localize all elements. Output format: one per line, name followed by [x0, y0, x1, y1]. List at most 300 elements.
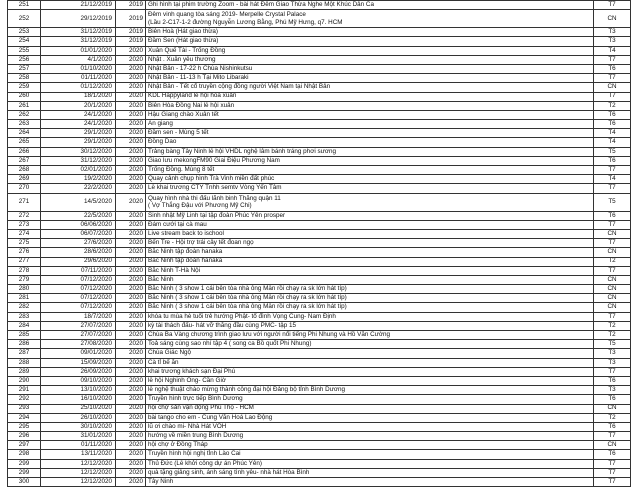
weekday-cell: T4 — [594, 46, 631, 55]
description-cell — [146, 422, 594, 431]
description-cell — [146, 432, 594, 441]
table-row — [8, 312, 631, 321]
weekday-cell: CN — [594, 275, 631, 284]
date-cell: 27/6/2020 — [41, 239, 116, 248]
table-row — [8, 211, 631, 220]
year-cell: 2020 — [116, 450, 146, 459]
description-line: Đầm sen - Mùng 5 tết — [148, 129, 209, 137]
table-row — [8, 376, 631, 385]
year-cell: 2020 — [116, 395, 146, 404]
weekday-cell: T7 — [594, 220, 631, 229]
description-line: Nhật . Xuân yêu thương — [148, 55, 216, 63]
weekday-cell: T6 — [594, 450, 631, 459]
date-cell: 22/5/2020 — [41, 211, 116, 220]
date-cell: 19/2/2020 — [41, 175, 116, 184]
date-cell: 06/06/2020 — [41, 220, 116, 229]
row-number-cell: 266 — [8, 147, 41, 156]
description-line: Live stream back to ischool — [148, 229, 224, 237]
year-cell: 2020 — [116, 156, 146, 165]
year-cell: 2020 — [116, 358, 146, 367]
table-row — [8, 184, 631, 193]
description-cell — [146, 312, 594, 321]
table-row — [8, 404, 631, 413]
description-line: Chùa Ba Vàng chương trình giao lưu với người nổi tiếng Phi Nhung và Hồ Văn Cường — [148, 330, 391, 338]
description-line: hướng về miền trung Bình Dương — [148, 432, 244, 439]
row-number-cell: 282 — [8, 303, 41, 312]
row-number-cell: 299 — [8, 459, 41, 468]
description-cell — [146, 147, 594, 156]
row-number-cell: 290 — [8, 376, 41, 385]
description-line: Bến Tre - Hội trợ trái cây tết đoan ngọ — [148, 239, 254, 247]
row-number-cell: 272 — [8, 211, 41, 220]
table-row — [8, 248, 631, 257]
table-row — [8, 386, 631, 395]
date-cell: 24/1/2020 — [41, 110, 116, 119]
description-cell — [146, 349, 594, 358]
description-cell — [146, 211, 594, 220]
year-cell: 2020 — [116, 64, 146, 73]
description-line: Cà tỉ bế ăn — [148, 358, 179, 366]
row-number-cell: 263 — [8, 120, 41, 129]
table-row — [8, 1, 631, 10]
description-cell — [146, 101, 594, 110]
date-cell: 26/09/2020 — [41, 367, 116, 376]
weekday-cell: T6 — [594, 120, 631, 129]
year-cell: 2020 — [116, 220, 146, 229]
year-cell: 2019 — [116, 1, 146, 10]
table-row — [8, 459, 631, 468]
row-number-cell: 273 — [8, 220, 41, 229]
description-cell — [146, 285, 594, 294]
description-cell — [146, 166, 594, 175]
row-number-cell: 288 — [8, 358, 41, 367]
row-number-cell: 252 — [8, 10, 41, 28]
description-line: lễ nghệ thuật chào mừng thành công đại hội Đảng bộ tỉnh Bình Dương — [148, 386, 346, 394]
description-cell — [146, 229, 594, 238]
year-cell: 2020 — [116, 441, 146, 450]
date-cell: 26/10/2020 — [41, 413, 116, 422]
description-line: Biên Hòa Đồng Nai lễ hội xuân — [148, 101, 235, 109]
table-row — [8, 147, 631, 156]
date-cell: 29/1/2020 — [41, 138, 116, 147]
description-line: Lễ khai trương CTY Tnhh semtv Vòng Yến Tâm — [148, 184, 282, 192]
weekday-cell: T6 — [594, 64, 631, 73]
weekday-cell: CN — [594, 83, 631, 92]
year-cell: 2020 — [116, 413, 146, 422]
description-line: Đồng Dao — [148, 138, 177, 146]
description-cell — [146, 331, 594, 340]
description-cell — [146, 92, 594, 101]
description-line: Bắc Ninh — [148, 275, 174, 283]
row-number-cell: 278 — [8, 266, 41, 275]
date-cell: 07/12/2020 — [41, 294, 116, 303]
date-cell: 29/12/2019 — [41, 10, 116, 28]
year-cell: 2020 — [116, 432, 146, 441]
table-row — [8, 321, 631, 330]
weekday-cell: T3 — [594, 37, 631, 46]
date-cell: 31/01/2020 — [41, 432, 116, 441]
year-cell: 2020 — [116, 74, 146, 83]
year-cell: 2020 — [116, 266, 146, 275]
description-cell — [146, 193, 594, 211]
table-row — [8, 468, 631, 477]
description-cell — [146, 294, 594, 303]
description-cell — [146, 239, 594, 248]
date-cell: 28/6/2020 — [41, 248, 116, 257]
weekday-cell: T7 — [594, 478, 631, 487]
description-cell — [146, 450, 594, 459]
row-number-cell: 261 — [8, 101, 41, 110]
year-cell: 2020 — [116, 193, 146, 211]
date-cell: 30/12/2020 — [41, 147, 116, 156]
date-cell: 12/12/2020 — [41, 478, 116, 487]
table-row — [8, 285, 631, 294]
table-row — [8, 175, 631, 184]
date-cell: 09/01/2020 — [41, 349, 116, 358]
row-number-cell: 294 — [8, 413, 41, 422]
weekday-cell: T7 — [594, 166, 631, 175]
table-row — [8, 120, 631, 129]
description-cell — [146, 83, 594, 92]
date-cell: 29/1/2020 — [41, 129, 116, 138]
description-cell — [146, 413, 594, 422]
table-row — [8, 266, 631, 275]
date-cell: 01/01/2020 — [41, 46, 116, 55]
table-row — [8, 422, 631, 431]
description-line: Truyền hình trực tiếp Bình Dương — [148, 395, 243, 403]
description-cell — [146, 395, 594, 404]
date-cell: 20/1/2020 — [41, 101, 116, 110]
table-row — [8, 92, 631, 101]
description-line: Xuân Quế Tài - Trống Đồng — [148, 46, 226, 54]
date-cell: 07/12/2020 — [41, 285, 116, 294]
table-row — [8, 37, 631, 46]
row-number-cell: 296 — [8, 432, 41, 441]
table-row — [8, 55, 631, 64]
description-cell — [146, 358, 594, 367]
weekday-cell: T5 — [594, 147, 631, 156]
date-cell: 16/10/2020 — [41, 395, 116, 404]
weekday-cell: T7 — [594, 312, 631, 321]
row-number-cell: 253 — [8, 28, 41, 37]
date-cell: 07/12/2020 — [41, 275, 116, 284]
date-cell: 01/11/2020 — [41, 74, 116, 83]
row-number-cell: 298 — [8, 450, 41, 459]
description-line: kỳ tài thách đấu- hát vỡ thắng đầu cùng PMC- tập 15 — [148, 321, 296, 329]
description-line: Đám cưới tại cà mau — [148, 220, 207, 228]
year-cell: 2020 — [116, 110, 146, 119]
year-cell: 2020 — [116, 166, 146, 175]
description-line: Nhật Bản - 17-22 h Chùa Nishinkutsu — [148, 64, 253, 72]
weekday-cell: T5 — [594, 340, 631, 349]
table-row — [8, 229, 631, 238]
weekday-cell: T4 — [594, 129, 631, 138]
description-line: Trảng bàng Tây Ninh lễ hội VHDL nghệ lâm bánh tráng phơi sương — [148, 147, 336, 155]
weekday-cell: T2 — [594, 321, 631, 330]
description-cell — [146, 74, 594, 83]
year-cell: 2020 — [116, 101, 146, 110]
description-cell — [146, 478, 594, 487]
table-row — [8, 101, 631, 110]
weekday-cell: T6 — [594, 156, 631, 165]
year-cell: 2020 — [116, 257, 146, 266]
description-cell — [146, 321, 594, 330]
table-row — [8, 257, 631, 266]
date-cell: 12/12/2020 — [41, 459, 116, 468]
description-line: Nhật Bản - 11-13 h Tại Mito Libaraki — [148, 74, 249, 82]
row-number-cell: 293 — [8, 404, 41, 413]
description-cell — [146, 129, 594, 138]
table-row — [8, 432, 631, 441]
year-cell: 2020 — [116, 92, 146, 101]
table-row — [8, 395, 631, 404]
description-cell — [146, 266, 594, 275]
weekday-cell: T4 — [594, 138, 631, 147]
description-cell — [146, 459, 594, 468]
weekday-cell: T5 — [594, 193, 631, 211]
table-row — [8, 193, 631, 211]
year-cell: 2020 — [116, 175, 146, 184]
weekday-cell: T6 — [594, 376, 631, 385]
description-line: quà tặng giảng sinh, ánh sáng tình yêu- nhà hát Hòa Bình — [148, 468, 310, 476]
table-row — [8, 340, 631, 349]
description-line: KDL Happyland lễ hội hoa xuân — [148, 92, 237, 100]
date-cell: 25/10/2020 — [41, 404, 116, 413]
description-line: Ghi hình tại phim trường Zoom - bài hát Đêm Giao Thừa Nghe Một Khúc Dân Ca — [148, 0, 374, 8]
description-cell — [146, 156, 594, 165]
table-row — [8, 294, 631, 303]
weekday-cell: T3 — [594, 386, 631, 395]
weekday-cell: T7 — [594, 1, 631, 10]
year-cell: 2020 — [116, 312, 146, 321]
weekday-cell: T6 — [594, 422, 631, 431]
year-cell: 2020 — [116, 331, 146, 340]
year-cell: 2020 — [116, 46, 146, 55]
description-cell — [146, 468, 594, 477]
weekday-cell: T6 — [594, 110, 631, 119]
date-cell: 12/12/2020 — [41, 468, 116, 477]
date-cell: 14/5/2020 — [41, 193, 116, 211]
description-cell — [146, 386, 594, 395]
description-line: khóa tu mùa hè tuổi trẻ hướng Phật- tổ đình Vọng Cung- Nam Định — [148, 312, 336, 320]
description-line: Bắc Ninh ( 3 show 1 cái bên tòa nhà ông Mẫn rồi chạy ra sk lớn hát típ) — [148, 285, 347, 292]
row-number-cell: 258 — [8, 74, 41, 83]
weekday-cell: CN — [594, 229, 631, 238]
description-cell — [146, 184, 594, 193]
description-cell — [146, 1, 594, 10]
weekday-cell: T2 — [594, 413, 631, 422]
table-body — [8, 1, 631, 487]
year-cell: 2020 — [116, 129, 146, 138]
table-row — [8, 138, 631, 147]
date-cell: 30/10/2020 — [41, 422, 116, 431]
row-number-cell: 279 — [8, 275, 41, 284]
description-cell — [146, 120, 594, 129]
year-cell: 2020 — [116, 83, 146, 92]
table-row — [8, 220, 631, 229]
description-cell — [146, 55, 594, 64]
row-number-cell: 295 — [8, 422, 41, 431]
year-cell: 2019 — [116, 37, 146, 46]
year-cell: 2020 — [116, 303, 146, 312]
year-cell: 2020 — [116, 138, 146, 147]
date-cell: 15/09/2020 — [41, 358, 116, 367]
year-cell: 2020 — [116, 294, 146, 303]
description-cell — [146, 64, 594, 73]
year-cell: 2020 — [116, 468, 146, 477]
row-number-cell: 286 — [8, 340, 41, 349]
description-line: Bắc Ninh ( 3 show 1 cái bên tòa nhà ông Mẫn rồi chạy ra sk lớn hát típ) — [148, 294, 347, 302]
weekday-cell: T6 — [594, 211, 631, 220]
row-number-cell: 256 — [8, 55, 41, 64]
row-number-cell: 276 — [8, 248, 41, 257]
weekday-cell: T3 — [594, 28, 631, 37]
weekday-cell: CN — [594, 285, 631, 294]
date-cell: 06/07/2020 — [41, 229, 116, 238]
row-number-cell: 299 — [8, 468, 41, 477]
description-cell — [146, 46, 594, 55]
date-cell: 27/08/2020 — [41, 340, 116, 349]
description-line: (Lầu 2-C17-1-2 đường Nguyễn Lương Bằng, Phú Mỹ Hưng, q7. HCM — [148, 18, 343, 26]
table-row — [8, 156, 631, 165]
year-cell: 2020 — [116, 55, 146, 64]
year-cell: 2020 — [116, 321, 146, 330]
date-cell: 01/12/2020 — [41, 83, 116, 92]
row-number-cell: 260 — [8, 92, 41, 101]
weekday-cell: CN — [594, 10, 631, 28]
year-cell: 2020 — [116, 404, 146, 413]
table-row — [8, 64, 631, 73]
table-row — [8, 450, 631, 459]
year-cell: 2020 — [116, 211, 146, 220]
year-cell: 2020 — [116, 459, 146, 468]
description-line: Toả sáng cùng sao nhí tập 4 ( song ca Bồ quốt Phi Nhung) — [148, 340, 312, 348]
row-number-cell: 254 — [8, 37, 41, 46]
date-cell: 27/07/2020 — [41, 321, 116, 330]
year-cell: 2019 — [116, 28, 146, 37]
row-number-cell: 259 — [8, 83, 41, 92]
row-number-cell: 277 — [8, 257, 41, 266]
description-line: Quay hình nhà thi đấu lãnh binh Thăng quận 11 — [148, 194, 281, 202]
description-line: An giang — [148, 120, 173, 127]
date-cell: 07/12/2020 — [41, 303, 116, 312]
row-number-cell: 287 — [8, 349, 41, 358]
description-cell — [146, 248, 594, 257]
description-line: Đêm vinh quang tòa sáng 2019- Merpelle Crystal Palace — [148, 11, 306, 19]
table-row — [8, 110, 631, 119]
date-cell: 09/10/2020 — [41, 376, 116, 385]
year-cell: 2020 — [116, 376, 146, 385]
description-line: Sinh nhật Mỹ Linh tại tập đoàn Phúc Yên prosper — [148, 211, 286, 219]
date-cell: 18/7/2020 — [41, 312, 116, 321]
description-line: Quay cảnh chụp hình Trà Vinh miền đất phúc — [148, 175, 275, 183]
row-number-cell: 271 — [8, 193, 41, 211]
date-cell: 02/01/2020 — [41, 166, 116, 175]
weekday-cell: T7 — [594, 184, 631, 193]
description-line: Truyền hình hội nghị tỉnh Lào Cai — [148, 450, 241, 458]
description-line: ( Vợ Thắng Đậu với Phương Mỹ Chi) — [148, 202, 252, 210]
weekday-cell: T3 — [594, 358, 631, 367]
weekday-cell: T7 — [594, 367, 631, 376]
row-number-cell: 275 — [8, 239, 41, 248]
description-line: Nhật Bản - Tết cổ truyền cộng đồng người Việt Nam tại Nhật Bản — [148, 83, 331, 91]
description-cell — [146, 367, 594, 376]
description-cell — [146, 37, 594, 46]
weekday-cell: CN — [594, 404, 631, 413]
row-number-cell: 267 — [8, 156, 41, 165]
row-number-cell: 251 — [8, 1, 41, 10]
table-row — [8, 358, 631, 367]
description-line: Biên Hoà (Hát giao thừa) — [148, 28, 219, 36]
table-row — [8, 367, 631, 376]
date-cell: 24/1/2020 — [41, 120, 116, 129]
year-cell: 2020 — [116, 367, 146, 376]
table-row — [8, 83, 631, 92]
year-cell: 2020 — [116, 275, 146, 284]
table-row — [8, 10, 631, 28]
date-cell: 4/1/2020 — [41, 55, 116, 64]
year-cell: 2020 — [116, 248, 146, 257]
weekday-cell: T2 — [594, 331, 631, 340]
date-cell: 29/6/2020 — [41, 257, 116, 266]
date-cell: 13/11/2020 — [41, 450, 116, 459]
row-number-cell: 280 — [8, 285, 41, 294]
description-cell — [146, 28, 594, 37]
row-number-cell: 269 — [8, 175, 41, 184]
year-cell: 2020 — [116, 386, 146, 395]
row-number-cell: 285 — [8, 331, 41, 340]
weekday-cell: CN — [594, 303, 631, 312]
date-cell: 22/2/2020 — [41, 184, 116, 193]
table-row — [8, 28, 631, 37]
date-cell: 13/10/2020 — [41, 386, 116, 395]
date-cell: 07/11/2020 — [41, 266, 116, 275]
weekday-cell: T7 — [594, 74, 631, 83]
description-line: lũ ơi chào mi- Nhà Hát VOH — [148, 422, 227, 430]
year-cell: 2020 — [116, 184, 146, 193]
date-cell: 21/12/2019 — [41, 1, 116, 10]
date-cell: 31/12/2020 — [41, 156, 116, 165]
weekday-cell: T6 — [594, 395, 631, 404]
weekday-cell: T7 — [594, 468, 631, 477]
row-number-cell: 265 — [8, 138, 41, 147]
table-row — [8, 129, 631, 138]
year-cell: 2020 — [116, 422, 146, 431]
description-line: Tây Ninh — [148, 477, 174, 485]
row-number-cell: 268 — [8, 166, 41, 175]
description-line: khai trương khách sạn Đại Phú — [148, 367, 236, 375]
year-cell: 2020 — [116, 147, 146, 156]
row-number-cell: 283 — [8, 312, 41, 321]
description-cell — [146, 175, 594, 184]
weekday-cell: T7 — [594, 459, 631, 468]
description-cell — [146, 376, 594, 385]
weekday-cell: CN — [594, 248, 631, 257]
description-cell — [146, 340, 594, 349]
year-cell: 2020 — [116, 229, 146, 238]
row-number-cell: 264 — [8, 129, 41, 138]
date-cell: 01/10/2020 — [41, 64, 116, 73]
description-cell — [146, 220, 594, 229]
table-row — [8, 275, 631, 284]
weekday-cell: T7 — [594, 266, 631, 275]
table-row — [8, 166, 631, 175]
table-row — [8, 74, 631, 83]
table-row — [8, 303, 631, 312]
table-row — [8, 478, 631, 487]
table-row — [8, 413, 631, 422]
row-number-cell: 274 — [8, 229, 41, 238]
